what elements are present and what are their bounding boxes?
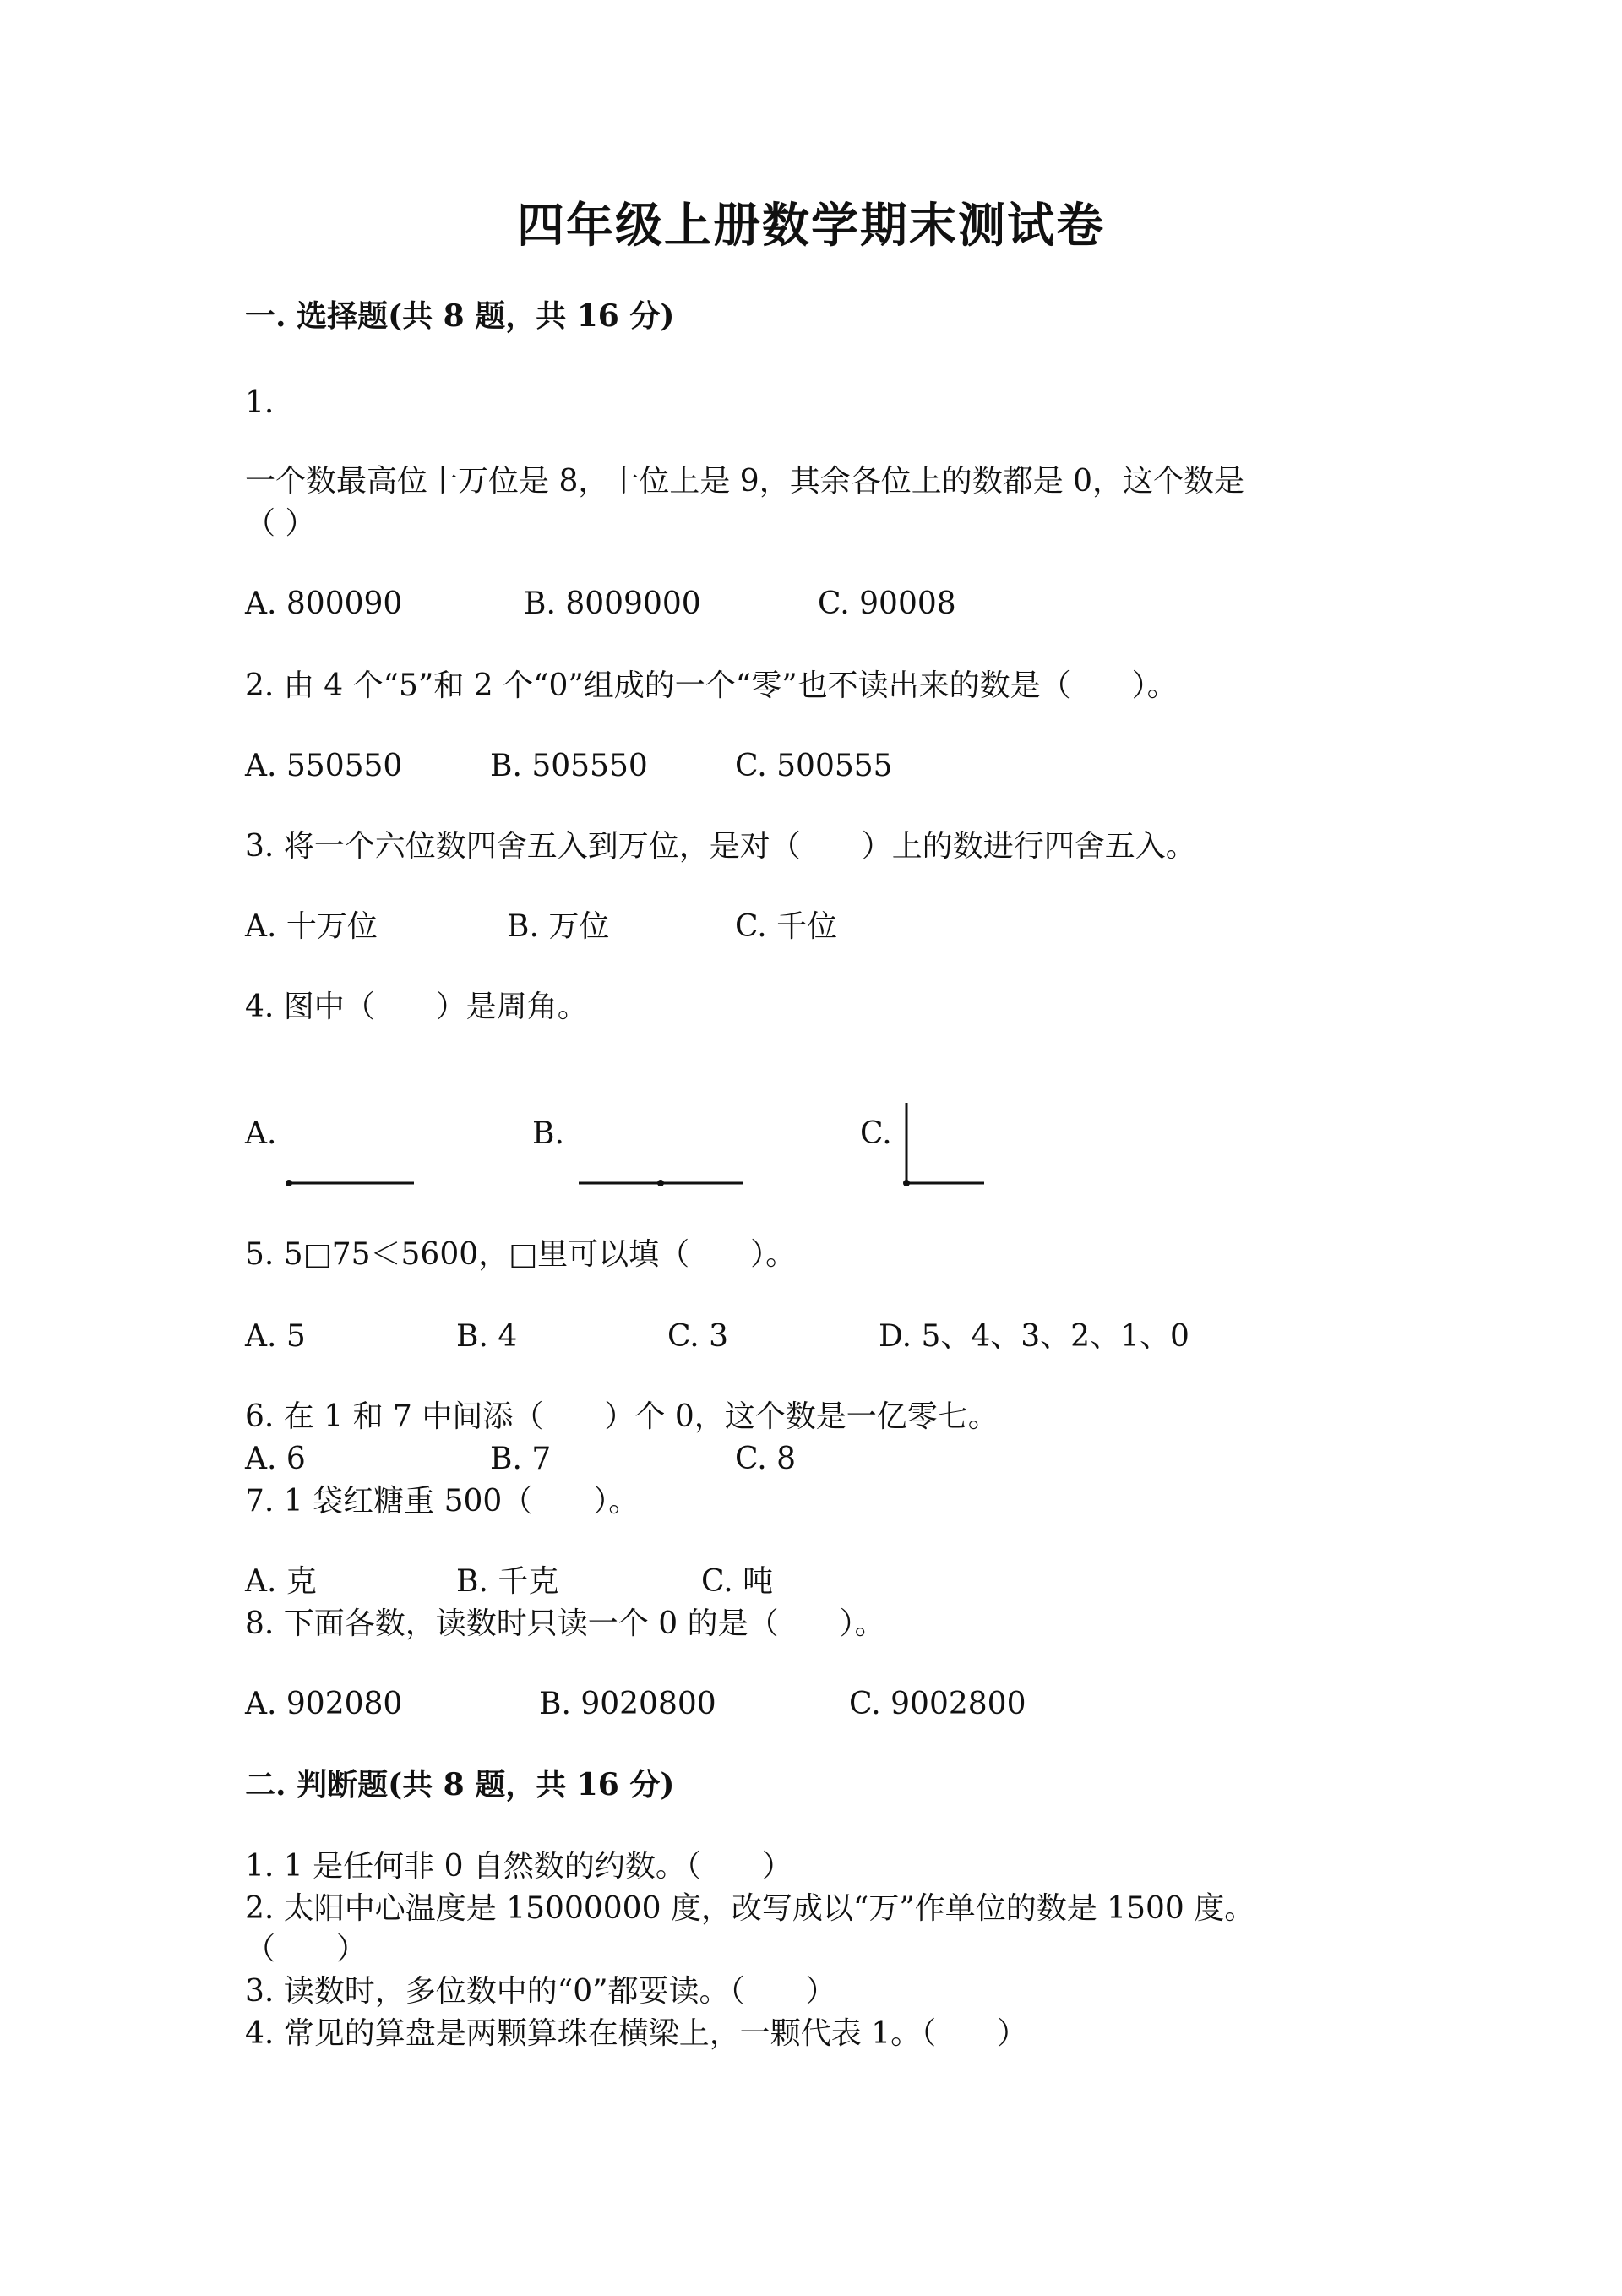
question-5-option-a: A. 5 bbox=[245, 1319, 306, 1354]
question-1-stem-line2: （ ） bbox=[245, 506, 316, 541]
figure-straight-angle-b bbox=[574, 1166, 752, 1200]
question-2-stem: 2. 由 4 个“5”和 2 个“0”组成的一个“零”也不读出来的数是（ ）。 bbox=[245, 668, 1178, 703]
question-1-number: 1. bbox=[245, 385, 275, 420]
question-7-option-a: A. 克 bbox=[245, 1564, 317, 1599]
question-3-option-b: B. 万位 bbox=[507, 909, 610, 944]
judgement-4: 4. 常见的算盘是两颗算珠在横梁上，一颗代表 1。（ ） bbox=[245, 2016, 1028, 2051]
question-7-option-b: B. 千克 bbox=[456, 1564, 559, 1599]
question-4-option-a: A. bbox=[245, 1116, 277, 1151]
figure-ray-a bbox=[279, 1166, 422, 1200]
question-8-option-c: C. 9002800 bbox=[849, 1687, 1026, 1721]
question-6-stem: 6. 在 1 和 7 中间添（ ）个 0，这个数是一亿零七。 bbox=[245, 1399, 999, 1434]
question-1-option-a: A. 800090 bbox=[245, 586, 403, 621]
question-3-stem: 3. 将一个六位数四舍五入到万位，是对（ ）上的数进行四舍五入。 bbox=[245, 829, 1196, 864]
figure-right-angle-c bbox=[895, 1099, 997, 1200]
question-2-option-b: B. 505550 bbox=[490, 749, 648, 783]
question-2-option-c: C. 500555 bbox=[735, 749, 893, 783]
question-5-option-b: B. 4 bbox=[456, 1319, 518, 1354]
question-5-option-d: D. 5、4、3、2、1、0 bbox=[879, 1319, 1189, 1354]
page-title: 四年级上册数学期末测试卷 bbox=[517, 198, 1105, 254]
section-heading-judgement: 二. 判断题(共 8 题，共 16 分) bbox=[245, 1767, 675, 1802]
question-8-option-a: A. 902080 bbox=[245, 1687, 403, 1721]
question-8-stem: 8. 下面各数，读数时只读一个 0 的是（ ）。 bbox=[245, 1606, 885, 1641]
judgement-2-line2: （ ） bbox=[245, 1932, 367, 1966]
question-4-option-b: B. bbox=[532, 1116, 564, 1151]
question-8-option-b: B. 9020800 bbox=[539, 1687, 716, 1721]
question-7-option-c: C. 吨 bbox=[701, 1564, 774, 1599]
question-5-stem: 5. 5□75＜5600，□里可以填（ ）。 bbox=[245, 1237, 797, 1272]
question-1-option-b: B. 8009000 bbox=[524, 586, 701, 621]
question-2-option-a: A. 550550 bbox=[245, 749, 403, 783]
question-6-option-b: B. 7 bbox=[490, 1442, 552, 1476]
question-1-stem-line1: 一个数最高位十万位是 8，十位上是 9，其余各位上的数都是 0，这个数是 bbox=[245, 464, 1245, 499]
question-1-option-c: C. 90008 bbox=[818, 586, 956, 621]
judgement-2-line1: 2. 太阳中心温度是 15000000 度，改写成以“万”作单位的数是 1500 度。 bbox=[245, 1891, 1255, 1926]
question-6-option-c: C. 8 bbox=[735, 1442, 797, 1476]
question-3-option-c: C. 千位 bbox=[735, 909, 838, 944]
question-3-option-a: A. 十万位 bbox=[245, 909, 378, 944]
judgement-1: 1. 1 是任何非 0 自然数的约数。（ ） bbox=[245, 1849, 792, 1884]
question-5-option-c: C. 3 bbox=[667, 1319, 729, 1354]
question-6-option-a: A. 6 bbox=[245, 1442, 306, 1476]
question-4-stem: 4. 图中（ ）是周角。 bbox=[245, 990, 588, 1024]
judgement-3: 3. 读数时，多位数中的“0”都要读。（ ） bbox=[245, 1974, 836, 2009]
question-4-option-c: C. bbox=[860, 1116, 892, 1151]
section-heading-choice: 一. 选择题(共 8 题，共 16 分) bbox=[245, 298, 675, 334]
question-7-stem: 7. 1 袋红糖重 500（ ）。 bbox=[245, 1484, 640, 1519]
